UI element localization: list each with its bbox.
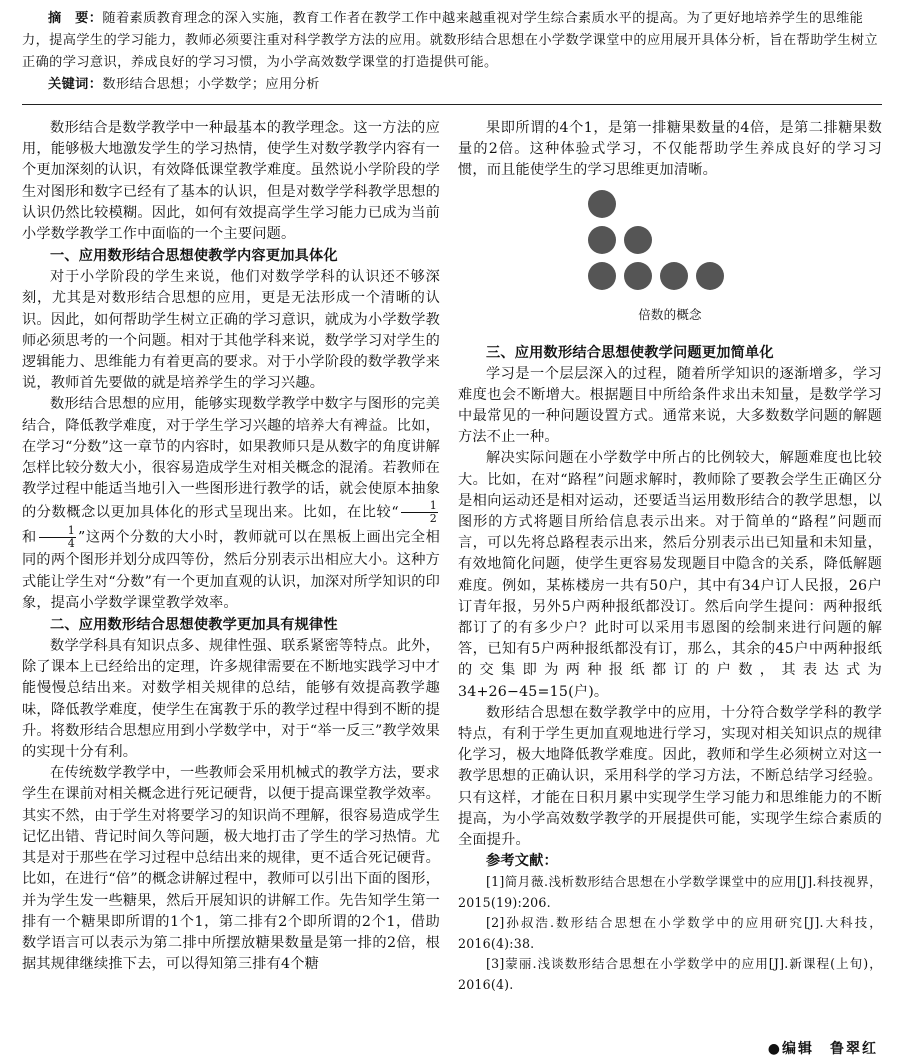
section1-paragraph-2-part-b: ”这两个分数的大小时，教师就可以在黑板上画出完全相同的两个图形并划分成四等份，然后分别表示出相应大小。这种方式能让学生对“分数”有一个更加直观的认识，加深对所学知识的印象，提高小学数学课堂教学效率。 — [22, 529, 440, 611]
fraction-one-quarter — [39, 525, 76, 550]
section1-paragraph-2 — [22, 394, 440, 614]
abstract-text: 随着素质教育理念的深入实施，教育工作者在教学工作中越来越重视对学生综合素质水平的提高。为了更好地培养学生的思维能力，提高学生的学习能力，教师必须要注重对科学教学方法的应用。就数形结合思想在小学数学课堂中的应用展开具体分析，旨在帮助学生树立正确的学习意识，养成良好的学习习惯，为小学高效数学课堂的打造提供可能。 — [22, 11, 879, 70]
section-heading-2: 二、应用数形结合思想使教学更加具有规律性 — [50, 617, 338, 634]
references-heading: 参考文献： — [486, 853, 558, 870]
fraction-denominator: 4 — [67, 537, 75, 551]
editor-credit: ●编辑 鲁翠红 — [767, 1041, 878, 1057]
section-heading-3: 三、应用数形结合思想使教学问题更加简单化 — [486, 344, 774, 361]
right-column — [458, 118, 882, 995]
keywords-text: 数形结合思想；小学数学；应用分析 — [102, 77, 320, 92]
candy-dot — [660, 262, 688, 290]
section1-paragraph-2-part-a: 数形结合思想的应用，能够实现数学教学中数字与图形的完美结合，降低教学难度，对于学生学习兴趣的培养大有裨益。比如，在学习“分数”这一章节的内容时，如果教师只是从数字的角度讲解怎样比较分数大小，很容易造成学生对相关概念的混淆。若教师在教学过程中能适当地引入一些图形进行教学的话，就会使原本抽象的分数概念以更加具体化的形式呈现出来。比如，在比较“ — [22, 396, 440, 521]
reference-item-1: [1]简月薇.浅析数形结合思想在小学数学课堂中的应用[J].科技视界，2015(19):206. — [458, 874, 882, 910]
section2-paragraph-3: 果即所谓的4个1，是第一排糖果数量的4倍，是第二排糖果数量的2倍。这种体验式学习，不仅能帮助学生养成良好的学习习惯，而且能使学生的学习思维更加清晰。 — [458, 120, 882, 179]
abstract-block — [22, 8, 884, 96]
fraction-one-half — [401, 500, 438, 525]
section-heading-1: 一、应用数形结合思想使教学内容更加具体化 — [50, 248, 338, 265]
conclusion-paragraph: 数形结合思想在数学教学中的应用，十分符合数学学科的教学特点，有利于学生更加直观地进行学习，实现对相关知识点的规律化学习，极大地降低教学难度。因此，教师和学生必须树立对这一教学思想的正确认识，采用科学的学习方法，不断总结学习经验。只有这样，才能在日积月累中实现学生学习能力和思维能力的不断提高，为小学高效数学教学的开展提供可能，实现学生综合素质的全面提升。 — [458, 704, 882, 849]
intro-paragraph: 数形结合是数学教学中一种最基本的教学理念。这一方法的应用，能够极大地激发学生的学习热情，使学生对数学教学内容有一个更加深刻的认识，有效降低课堂教学难度。虽然说小学阶段的学生对图形和数字已经有了基本的认识，但是对数学学科教学思想的认识仍然比较模糊。因此，如何有效提高学生学习能力已成为当前小学数学教学工作中面临的一个主要问题。 — [22, 120, 440, 243]
multiple-concept-figure — [458, 182, 882, 342]
candy-dot — [696, 262, 724, 290]
candy-dot — [624, 226, 652, 254]
candy-dots-diagram — [584, 186, 754, 298]
keywords-line — [22, 74, 884, 96]
section1-paragraph-1: 对于小学阶段的学生来说，他们对数学学科的认识还不够深刻，尤其是对数形结合思想的应用，更是无法形成一个清晰的认识。因此，如何帮助学生树立正确的学习意识，就成为小学数学教师必须思考的一个问题。相对于其他学科来说，数学学习对学生的逻辑能力、思维能力有着更高的要求。对于小学阶段的数学教学来说，教师首先要做的就是培养学生的学习兴趣。 — [22, 269, 440, 392]
fraction-numerator: 1 — [401, 500, 438, 513]
candy-dot — [588, 226, 616, 254]
candy-dot — [588, 190, 616, 218]
left-column — [22, 118, 440, 975]
abstract-divider — [22, 104, 882, 105]
section2-paragraph-2: 在传统数学教学中，一些教师会采用机械式的教学方法，要求学生在课前对相关概念进行死记硬背，以便于提高课堂教学效率。其实不然，由于学生对将要学习的知识尚不理解，很容易造成学生记忆出错、背记时间久等问题，极大地打击了学生的学习热情。尤其是对于那些在学习过程中总结出来的规律，更不适合死记硬背。比如，在进行“倍”的概念讲解过程中，教师可以引出下面的图形，并为学生发一些糖果，然后开展知识的讲解工作。先告知学生第一排有一个糖果即所谓的1个1，第二排有2个即所谓的2个1，借助数学语言可以表示为第二排中所摆放糖果数量是第一排的2倍，根据其规律继续推下去，可以得知第三排有4个糖 — [22, 765, 440, 973]
candy-dot — [624, 262, 652, 290]
section3-paragraph-2: 解决实际问题在小学数学中所占的比例较大，解题难度也比较大。比如，在对“路程”问题求解时，教师除了要教会学生正确区分是相向运动还是相对运动，还要适当运用数形结合的教学思想，以图形的方式将题目所给信息表示出来。对于简单的“路程”问题而言，可以先将总路程表示出来，然后分别表示出已知量和未知量，有效地简化问题，使学生更容易发现题目中隐含的关系，降低解题难度。例如，某栋楼房一共有50户，其中有34户订人民报，26户订青年报，另外5户两种报纸都没订。然后向学生提问：两种报纸都订了的有多少户？此时可以采用韦恩图的绘制来进行问题的解答，已知有5户两种报纸都没有订，那么，其余的45户中两种报纸的交集即为两种报纸都订的户数，其表达式为34+26−45=15(户)。 — [458, 450, 882, 700]
figure-caption: 倍数的概念 — [638, 306, 702, 322]
fraction-connector: 和 — [22, 529, 37, 546]
fraction-denominator: 2 — [429, 512, 437, 526]
reference-item-2: [2]孙叔浩.数形结合思想在小学数学中的应用研究[J].大科技，2016(4):38. — [458, 915, 882, 951]
reference-item-3: [3]蒙丽.浅谈数形结合思想在小学数学中的应用[J].新课程(上旬)，2016(4). — [458, 956, 882, 992]
fraction-numerator: 1 — [39, 525, 76, 538]
abstract-label: 摘 要： — [48, 11, 103, 26]
abstract-paragraph — [22, 8, 884, 74]
section3-paragraph-1: 学习是一个层层深入的过程，随着所学知识的逐渐增多，学习难度也会不断增大。根据题目中所给条件求出未知量，是数学学习中最常见的一种问题设置方式。通常来说，大多数数学问题的解题方法不止一种。 — [458, 365, 882, 446]
candy-dot — [588, 262, 616, 290]
keywords-label: 关键词： — [48, 77, 103, 92]
section2-paragraph-1: 数学学科具有知识点多、规律性强、联系紧密等特点。此外，除了课本上已经给出的定理，许多规律需要在不断地实践学习中才能慢慢总结出来。对数学相关规律的总结，能够有效提高教学趣味，降低教学难度，使学生在寓教于乐的教学过程中得到不断的提升。将数形结合思想应用到小学数学中，对于“举一反三”教学效果的实现十分有利。 — [22, 638, 440, 761]
